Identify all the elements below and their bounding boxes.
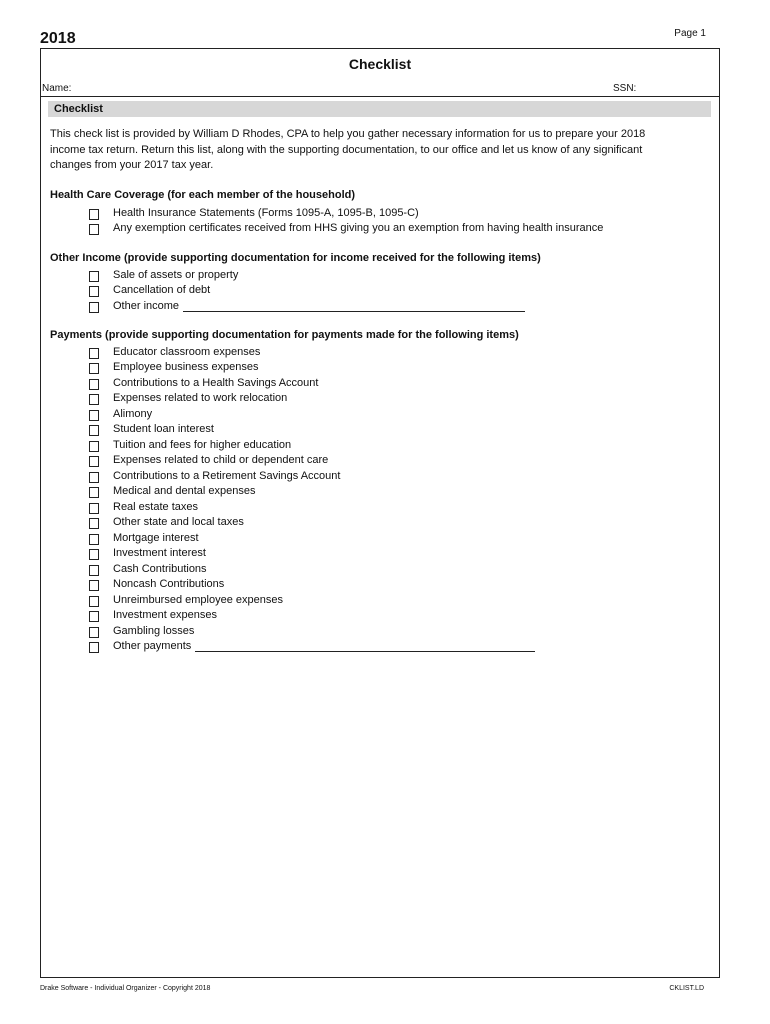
checklist-item-label: Investment expenses [113, 609, 217, 621]
tax-year: 2018 [40, 30, 76, 47]
checklist-item-label: Health Insurance Statements (Forms 1095-A, 1095-B, 1095-C) [113, 206, 419, 219]
checklist-item [89, 205, 419, 220]
write-in-line[interactable] [195, 640, 535, 652]
checkbox[interactable] [89, 363, 99, 374]
checklist-item [89, 283, 210, 298]
checkbox[interactable] [89, 441, 99, 452]
checklist-item [89, 639, 535, 654]
checkbox[interactable] [89, 209, 99, 220]
payments-heading: Payments (provide supporting documentation for payments made for the following items) [50, 329, 519, 341]
checklist-item [89, 437, 291, 452]
checklist-item-label: Student loan interest [113, 423, 214, 435]
checklist-item [89, 577, 224, 592]
checkbox[interactable] [89, 348, 99, 359]
header-divider [41, 96, 719, 97]
checkbox[interactable] [89, 224, 99, 235]
checklist-item-label: Mortgage interest [113, 531, 199, 544]
checklist-item [89, 561, 207, 576]
other-income-heading: Other Income (provide supporting documentation for income received for the following items) [50, 252, 541, 264]
checkbox[interactable] [89, 596, 99, 607]
intro-paragraph: This check list is provided by William D Rhodes, CPA to help you gather necessary information for us to prepare your 2018 income tax return. Return this list, along with the supporting documentation, to our office and let us know of any significant changes from your 2017 tax year. [50, 128, 646, 171]
checkbox[interactable] [89, 286, 99, 297]
checklist-item [89, 375, 318, 390]
checklist-item-label: Investment interest [113, 547, 206, 559]
page-number: Page 1 [674, 28, 706, 39]
write-in-line[interactable] [183, 300, 525, 312]
checklist-item-label: Cancellation of debt [113, 284, 211, 296]
checkbox[interactable] [89, 394, 99, 405]
footer-form-code: CKLIST.LD [669, 985, 704, 992]
checkbox[interactable] [89, 456, 99, 467]
checkbox[interactable] [89, 472, 99, 483]
checklist-item [89, 546, 206, 561]
name-field-label: Name: [42, 83, 72, 94]
checklist-item [89, 406, 152, 421]
footer-copyright: Drake Software - Individual Organizer - Copyright 2018 [40, 985, 211, 992]
checklist-item-label: Tuition and fees for higher education [113, 438, 292, 451]
checkbox[interactable] [89, 302, 99, 313]
checkbox[interactable] [89, 379, 99, 390]
checklist-item-label: Any exemption certificates received from HHS giving you an exemption from having health insurance [113, 222, 604, 234]
checkbox[interactable] [89, 410, 99, 421]
checklist-item-label: Other state and local taxes [113, 516, 244, 528]
checklist-item [89, 360, 259, 375]
checklist-item-label: Alimony [113, 407, 153, 420]
checkbox[interactable] [89, 642, 99, 653]
checkbox[interactable] [89, 534, 99, 545]
checklist-item [89, 515, 244, 530]
checklist-item [89, 608, 217, 623]
checklist-item [89, 453, 328, 468]
checklist-item [89, 298, 525, 313]
checklist-item [89, 221, 603, 236]
health-care-heading: Health Care Coverage (for each member of the household) [50, 189, 356, 201]
checklist-item-label: Real estate taxes [113, 500, 198, 513]
checkbox[interactable] [89, 503, 99, 514]
form-frame [40, 48, 720, 978]
checklist-item [89, 499, 198, 514]
checklist-item [89, 344, 260, 359]
checklist-item-label: Sale of assets or property [113, 268, 239, 281]
checkbox[interactable] [89, 425, 99, 436]
checklist-item-label: Contributions to a Retirement Savings Account [113, 469, 341, 482]
checkbox[interactable] [89, 565, 99, 576]
checklist-item [89, 623, 194, 638]
checklist-item-label: Other payments [113, 640, 192, 652]
checklist-item [89, 530, 199, 545]
checklist-item-label: Employee business expenses [113, 361, 259, 373]
checklist-item-label: Expenses related to work relocation [113, 392, 288, 404]
checkbox[interactable] [89, 518, 99, 529]
checkbox[interactable] [89, 580, 99, 591]
checkbox[interactable] [89, 271, 99, 282]
checkbox[interactable] [89, 627, 99, 638]
ssn-field-label: SSN: [613, 83, 637, 94]
checklist-item [89, 592, 283, 607]
checklist-item-label: Unreimbursed employee expenses [113, 593, 283, 606]
checklist-item [89, 468, 340, 483]
checklist-item-label: Cash Contributions [113, 562, 207, 575]
checklist-item-label: Noncash Contributions [113, 578, 225, 590]
section-title-bar: Checklist [48, 101, 711, 117]
checklist-item-label: Gambling losses [113, 624, 195, 637]
checklist-item-label: Other income [113, 299, 180, 312]
checklist-item [89, 422, 214, 437]
checklist-item [89, 391, 287, 406]
checklist-item-label: Contributions to a Health Savings Account [113, 376, 319, 389]
checklist-item [89, 484, 255, 499]
checklist-item-label: Educator classroom expenses [113, 345, 261, 358]
checklist-item-label: Expenses related to child or dependent care [113, 454, 329, 466]
checkbox[interactable] [89, 611, 99, 622]
checkbox[interactable] [89, 549, 99, 560]
form-title: Checklist [348, 56, 412, 72]
checkbox[interactable] [89, 487, 99, 498]
checklist-item [89, 267, 238, 282]
checklist-item-label: Medical and dental expenses [113, 485, 256, 497]
